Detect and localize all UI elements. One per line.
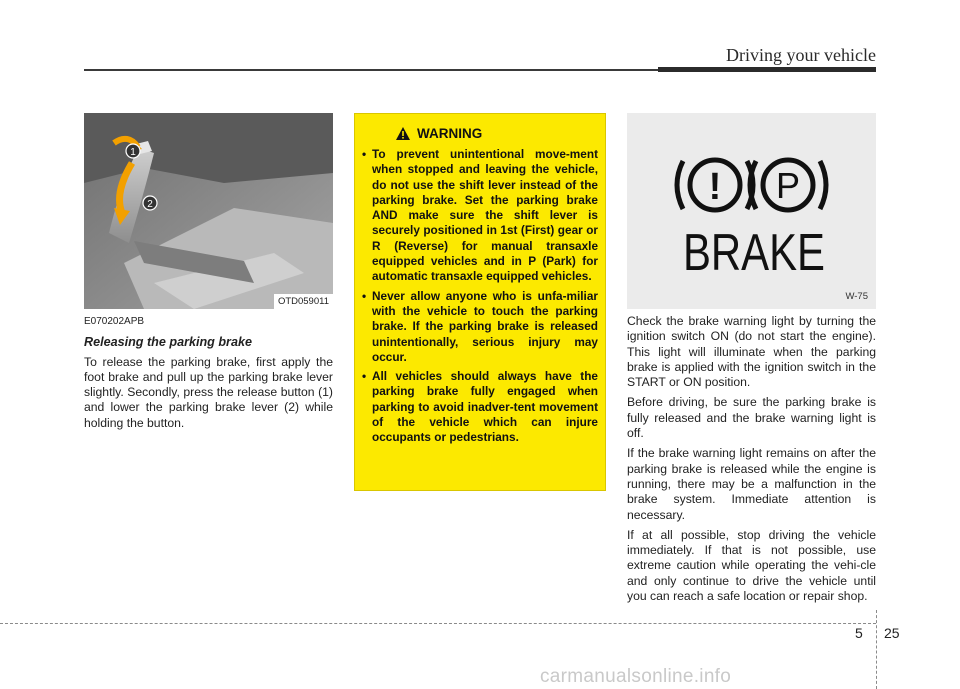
callout-2: [142, 195, 158, 211]
brake-warning-lamp-figure: [627, 113, 876, 309]
right-column: [627, 314, 876, 609]
photo-caption: OTD059011: [274, 294, 333, 309]
page-number: 25: [884, 625, 900, 641]
brake-label: BRAKE: [683, 224, 825, 282]
section-code: E070202APB: [84, 316, 145, 327]
left-column: [84, 314, 333, 436]
subheading: Releasing the parking brake: [84, 335, 252, 350]
paragraph: If at all possible, stop driving the vehicle immediately. If that is not possible, use extreme caution while operating the vehi-cle and only continue to drive the vehicle until you can reach a safe location or repair shop.: [627, 527, 876, 604]
warning-item: • Never allow anyone who is unfa-miliar with the vehicle to touch the parking brake. If the parking brake is released unintentionally, serious injury may occur.: [362, 288, 598, 364]
warning-item: • All vehicles should always have the parking brake fully engaged when parking to avoid inadver-tent movement of the vehicle which can injure occupants or pedestrians.: [362, 369, 598, 445]
footer-rule: [0, 623, 876, 624]
header-rule-accent: [658, 67, 876, 72]
footer-divider: [876, 610, 877, 689]
parking-brake-illustration: [84, 113, 333, 309]
parking-brake-photo: [84, 113, 333, 309]
watermark: carmanualsonline.info: [540, 666, 732, 687]
exclamation-symbol: !: [708, 166, 722, 208]
parking-symbol: P: [775, 165, 801, 206]
brake-warning-lamp: [627, 113, 876, 309]
paragraph: If the brake warning light remains on after the parking brake is released while the engine is running, there may be a malfunction in the brake system. Immediate attention is necessary.: [627, 446, 876, 522]
figure-code: W-75: [845, 291, 868, 302]
svg-text:2: 2: [147, 199, 153, 210]
callout-1: [125, 143, 141, 159]
warning-box: [354, 113, 606, 491]
bullet: •: [362, 288, 367, 303]
warning-list: [362, 147, 598, 446]
warning-title: WARNING: [417, 126, 483, 141]
warning-header: [396, 126, 598, 141]
section-title: Driving your vehicle: [726, 45, 876, 65]
warning-item: • To prevent unintentional move-ment when stopped and leaving the vehicle, do not use the shift lever instead of the parking brake. Set the parking brake AND make sure the shift lever is securely positioned in 1st (First) gear or R (Reverse) for manual transaxle equipped vehicles and in P (Park) for automatic transaxle equipped vehicles.: [362, 147, 598, 284]
svg-text:1: 1: [130, 147, 136, 158]
bullet: •: [362, 369, 367, 384]
warning-triangle-icon: [396, 127, 410, 140]
bullet: •: [362, 147, 367, 161]
release-instructions: To release the parking brake, first apply the foot brake and pull up the parking brake lever slightly. Secondly, press the release button (1) and lower the parking brake lever (2) while holding the button.: [84, 354, 333, 430]
section-number: 5: [855, 625, 863, 641]
paragraph: Check the brake warning light by turning the ignition switch ON (do not start the engine). This light will illuminate when the parking brake is applied with the ignition switch in the START or ON position.: [627, 314, 876, 390]
paragraph: Before driving, be sure the parking brake is fully released and the brake warning light is off.: [627, 395, 876, 441]
